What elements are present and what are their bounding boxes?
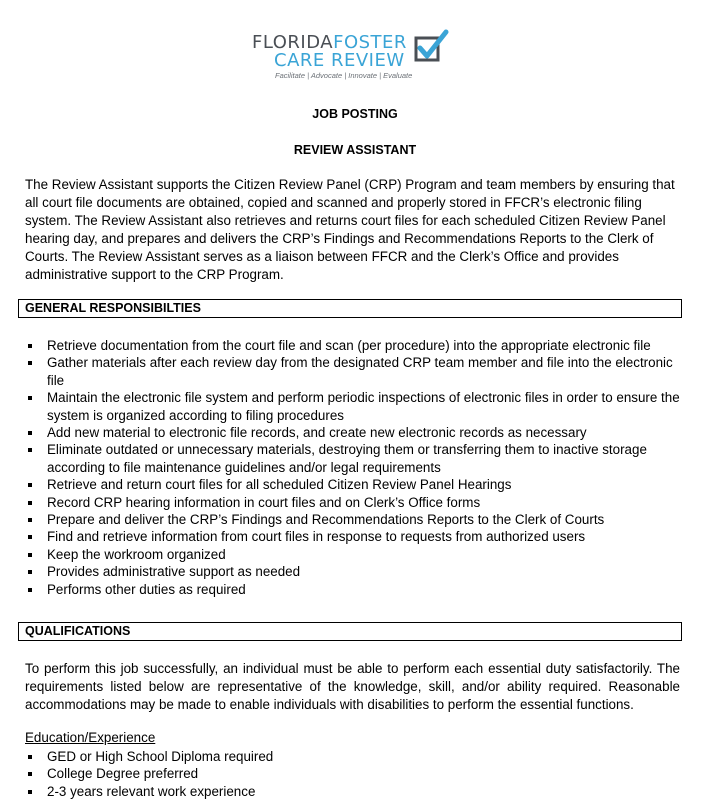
list-item: College Degree preferred bbox=[25, 765, 680, 782]
list-item: Find and retrieve information from court files in response to requests from authorized users bbox=[25, 528, 680, 545]
list-item: Maintain the electronic file system and perform periodic inspections of electronic files in order to ensure the system is organized according to filing procedures bbox=[25, 389, 680, 424]
list-item: Prepare and deliver the CRP’s Findings and Recommendations Reports to the Clerk of Courts bbox=[25, 511, 680, 528]
list-item: Performs other duties as required bbox=[25, 581, 680, 598]
section-heading-responsibilities: GENERAL RESPONSIBILTIES bbox=[18, 299, 682, 318]
section-heading-qualifications: QUALIFICATIONS bbox=[18, 622, 682, 641]
education-heading: Education/Experience bbox=[25, 730, 156, 745]
list-item: Add new material to electronic file records, and create new electronic records as necessary bbox=[25, 424, 680, 441]
list-item: GED or High School Diploma required bbox=[25, 748, 680, 765]
list-item: Keep the workroom organized bbox=[25, 546, 680, 563]
qualifications-intro: To perform this job successfully, an individual must be able to perform each essential duty satisfactorily. The requirements listed below are representative of the knowledge, skill, and/or ability required. Reasonable accommodations may be made to enable individuals with disabilities to perform the essential functions. bbox=[25, 661, 680, 712]
list-item: 2-3 years relevant work experience bbox=[25, 783, 680, 800]
education-list bbox=[25, 748, 680, 800]
job-title: REVIEW ASSISTANT bbox=[293, 143, 417, 157]
logo-word-foster: FOSTER bbox=[333, 32, 407, 53]
job-description: The Review Assistant supports the Citizen Review Panel (CRP) Program and team members by ensuring that all court file documents are obtained, copied and scanned and properly stored in FFCR’s electronic filing system. The Review Assistant also retrieves and returns court files for each scheduled Citizen Review Panel hearing day, and prepares and delivers the CRP’s Findings and Recommendations Reports to the Clerk of Courts. The Review Assistant serves as a liaison between FFCR and the Clerk’s Office and provides administrative support to the CRP Program. bbox=[25, 177, 675, 282]
list-item: Eliminate outdated or unnecessary materials, destroying them or transferring them to inactive storage according to file maintenance guidelines and/or legal requirements bbox=[25, 441, 680, 476]
list-item: Record CRP hearing information in court files and on Clerk’s Office forms bbox=[25, 494, 680, 511]
list-item: Retrieve and return court files for all scheduled Citizen Review Panel Hearings bbox=[25, 476, 680, 493]
organization-logo bbox=[252, 28, 462, 84]
list-item: Retrieve documentation from the court file and scan (per procedure) into the appropriate electronic file bbox=[25, 337, 680, 354]
posting-label: JOB POSTING bbox=[312, 107, 398, 121]
logo-text-line2: CARE REVIEW bbox=[274, 50, 405, 71]
logo-word-florida: FLORIDA bbox=[252, 32, 334, 53]
list-item: Provides administrative support as needed bbox=[25, 563, 680, 580]
logo-tagline: Facilitate | Advocate | Innovate | Evaluate bbox=[275, 71, 413, 80]
responsibilities-list bbox=[25, 337, 680, 598]
list-item: Gather materials after each review day from the designated CRP team member and file into the electronic file bbox=[25, 354, 680, 389]
checkbox-check-icon bbox=[412, 28, 450, 66]
